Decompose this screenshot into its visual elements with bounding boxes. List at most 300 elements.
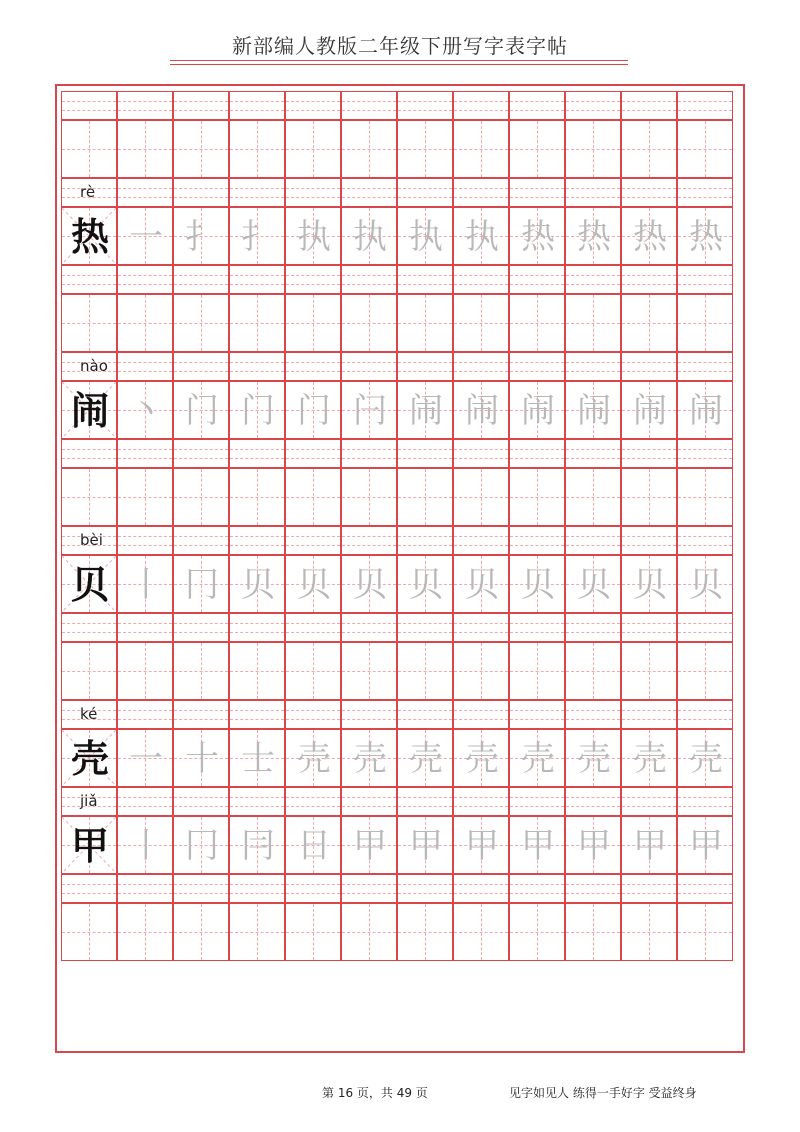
pinyin-cell: [341, 91, 397, 120]
pinyin-cell: [173, 874, 229, 903]
pinyin-cell: [173, 439, 229, 468]
stroke-order-step: 壳: [353, 739, 387, 779]
model-character: 热: [70, 215, 109, 259]
writing-cell: [341, 555, 397, 613]
writing-cell: [117, 903, 173, 961]
writing-cell: [621, 729, 677, 787]
stroke-order-step: 壳: [521, 739, 555, 779]
pinyin-cell: [397, 613, 453, 642]
pinyin-cell: [117, 265, 173, 294]
writing-cell: [677, 381, 733, 439]
pinyin-cell: [61, 874, 117, 903]
stroke-order-step: 门: [185, 391, 219, 431]
writing-cell: [117, 468, 173, 526]
writing-cell: [61, 468, 117, 526]
writing-cell: [509, 468, 565, 526]
pinyin-cell: [397, 91, 453, 120]
character-row: [61, 120, 738, 178]
pinyin-cell: [565, 874, 621, 903]
pinyin-cell: [285, 439, 341, 468]
writing-cell: [677, 120, 733, 178]
pinyin-cell: [621, 787, 677, 816]
pinyin-cell: [677, 700, 733, 729]
writing-cell: [453, 903, 509, 961]
pinyin-cell: [453, 700, 509, 729]
pinyin-cell: [341, 874, 397, 903]
writing-cell: [677, 207, 733, 265]
writing-cell: [341, 294, 397, 352]
pinyin-cell: [117, 178, 173, 207]
pinyin-cell: [341, 526, 397, 555]
pinyin-cell: [173, 178, 229, 207]
writing-cell: [229, 816, 285, 874]
writing-cell: [229, 642, 285, 700]
writing-cell: [565, 120, 621, 178]
stroke-order-step: 执: [353, 217, 387, 257]
writing-cell: [117, 555, 173, 613]
writing-cell: [61, 120, 117, 178]
stroke-order-step: 丨: [129, 826, 163, 866]
writing-cell: [453, 381, 509, 439]
pinyin-row: [61, 178, 738, 207]
pinyin-cell: [565, 787, 621, 816]
writing-cell: [173, 120, 229, 178]
model-character: 甲: [70, 824, 109, 868]
pinyin-cell: [117, 352, 173, 381]
pinyin-cell: [509, 178, 565, 207]
writing-cell: [453, 468, 509, 526]
pinyin-row: [61, 613, 738, 642]
pinyin-cell: [285, 265, 341, 294]
stroke-order-step: 壳: [465, 739, 499, 779]
pinyin-cell: [117, 700, 173, 729]
character-row: [61, 468, 738, 526]
stroke-order-step: 门: [241, 391, 275, 431]
pinyin-cell: [397, 526, 453, 555]
pinyin-cell: [61, 439, 117, 468]
pinyin-cell: [453, 265, 509, 294]
pinyin-cell: [229, 439, 285, 468]
pinyin-cell: [397, 265, 453, 294]
pinyin-cell: [565, 700, 621, 729]
stroke-order-step: 门: [297, 391, 331, 431]
stroke-order-step: 贝: [633, 565, 667, 605]
stroke-order-step: 一: [129, 217, 163, 257]
pinyin-cell: [341, 787, 397, 816]
model-character: 贝: [70, 563, 109, 607]
writing-cell: [173, 294, 229, 352]
writing-cell: [565, 642, 621, 700]
writing-cell: [621, 120, 677, 178]
pinyin-cell: [117, 787, 173, 816]
writing-cell: [397, 207, 453, 265]
writing-cell: [677, 729, 733, 787]
writing-cell: [341, 381, 397, 439]
writing-cell: [229, 381, 285, 439]
pinyin-cell: [285, 700, 341, 729]
pinyin-cell: [397, 874, 453, 903]
pinyin-cell: [117, 526, 173, 555]
stroke-order-step: 丨: [129, 565, 163, 605]
writing-cell: [117, 729, 173, 787]
pinyin-cell: [621, 91, 677, 120]
pinyin-cell: [285, 787, 341, 816]
pinyin-cell: [677, 91, 733, 120]
writing-cell: [677, 294, 733, 352]
stroke-order-step: 执: [409, 217, 443, 257]
writing-cell: [509, 816, 565, 874]
pinyin-cell: [509, 700, 565, 729]
pinyin-cell: [61, 700, 117, 729]
stroke-order-step: 一: [129, 739, 163, 779]
pinyin-cell: [229, 526, 285, 555]
writing-cell: [61, 729, 117, 787]
stroke-order-step: 闹: [577, 391, 611, 431]
writing-cell: [621, 555, 677, 613]
writing-cell: [61, 381, 117, 439]
pinyin-cell: [509, 526, 565, 555]
writing-cell: [285, 294, 341, 352]
stroke-order-step: 士: [241, 739, 275, 779]
writing-cell: [285, 468, 341, 526]
writing-cell: [453, 207, 509, 265]
pinyin-row: [61, 787, 738, 816]
writing-cell: [117, 294, 173, 352]
writing-cell: [565, 729, 621, 787]
pinyin-cell: [453, 352, 509, 381]
pinyin-cell: [621, 178, 677, 207]
pinyin-cell: [229, 178, 285, 207]
stroke-order-step: 冂: [185, 826, 219, 866]
page-title: 新部编人教版二年级下册写字表字帖: [232, 34, 568, 58]
stroke-order-step: 壳: [409, 739, 443, 779]
pinyin-cell: [397, 178, 453, 207]
writing-cell: [173, 729, 229, 787]
pinyin-cell: [565, 526, 621, 555]
stroke-order-step: 甲: [577, 826, 611, 866]
stroke-order-step: 热: [521, 217, 555, 257]
pinyin-cell: [621, 265, 677, 294]
model-character: 壳: [70, 737, 109, 781]
writing-cell: [453, 555, 509, 613]
writing-cell: [565, 555, 621, 613]
writing-cell: [397, 642, 453, 700]
pinyin-label: jiǎ: [80, 792, 98, 810]
pinyin-cell: [509, 352, 565, 381]
writing-cell: [229, 729, 285, 787]
stroke-order-step: 执: [465, 217, 499, 257]
pinyin-cell: [677, 439, 733, 468]
stroke-order-step: 闹: [465, 391, 499, 431]
stroke-order-step: 贝: [241, 565, 275, 605]
stroke-order-step: 闹: [633, 391, 667, 431]
model-character: 闹: [70, 389, 109, 433]
character-row: [61, 555, 738, 613]
stroke-order-step: 甲: [353, 826, 387, 866]
pinyin-cell: [677, 874, 733, 903]
pinyin-cell: [509, 613, 565, 642]
writing-cell: [565, 381, 621, 439]
stroke-order-step: 甲: [465, 826, 499, 866]
pinyin-cell: [117, 874, 173, 903]
pinyin-row: [61, 265, 738, 294]
pinyin-cell: [61, 265, 117, 294]
stroke-order-step: 甲: [521, 826, 555, 866]
stroke-order-step: 丶: [129, 391, 163, 431]
character-row: [61, 294, 738, 352]
writing-cell: [61, 207, 117, 265]
pinyin-cell: [453, 787, 509, 816]
pinyin-cell: [397, 700, 453, 729]
writing-cell: [117, 120, 173, 178]
pinyin-cell: [509, 265, 565, 294]
practice-grid: [61, 91, 738, 1046]
pinyin-label: ké: [80, 705, 98, 723]
pinyin-cell: [677, 787, 733, 816]
writing-cell: [509, 642, 565, 700]
stroke-order-step: 壳: [689, 739, 723, 779]
pinyin-cell: [453, 874, 509, 903]
pinyin-cell: [117, 613, 173, 642]
stroke-order-step: 热: [577, 217, 611, 257]
writing-cell: [285, 207, 341, 265]
writing-cell: [341, 642, 397, 700]
writing-cell: [621, 816, 677, 874]
writing-cell: [117, 207, 173, 265]
pinyin-row: [61, 352, 738, 381]
character-row: [61, 816, 738, 874]
pinyin-cell: [229, 787, 285, 816]
character-row: [61, 381, 738, 439]
writing-cell: [285, 729, 341, 787]
writing-cell: [61, 903, 117, 961]
pinyin-cell: [61, 787, 117, 816]
writing-cell: [285, 555, 341, 613]
pinyin-cell: [621, 352, 677, 381]
writing-cell: [173, 816, 229, 874]
character-row: [61, 903, 738, 961]
pinyin-cell: [61, 613, 117, 642]
pinyin-cell: [341, 439, 397, 468]
writing-cell: [397, 294, 453, 352]
writing-cell: [509, 120, 565, 178]
writing-cell: [285, 903, 341, 961]
writing-cell: [397, 729, 453, 787]
stroke-order-step: 甲: [689, 826, 723, 866]
writing-cell: [509, 555, 565, 613]
writing-cell: [61, 816, 117, 874]
stroke-order-step: 扌: [241, 217, 275, 257]
pinyin-cell: [341, 265, 397, 294]
writing-cell: [61, 555, 117, 613]
writing-cell: [677, 468, 733, 526]
writing-cell: [341, 207, 397, 265]
writing-cell: [229, 120, 285, 178]
stroke-order-step: 十: [185, 739, 219, 779]
pinyin-cell: [397, 352, 453, 381]
pinyin-cell: [565, 352, 621, 381]
pinyin-cell: [173, 526, 229, 555]
pinyin-label: rè: [80, 183, 96, 201]
pinyin-cell: [285, 91, 341, 120]
stroke-order-step: 热: [633, 217, 667, 257]
pinyin-cell: [117, 91, 173, 120]
writing-cell: [677, 903, 733, 961]
pinyin-row: [61, 439, 738, 468]
pinyin-cell: [173, 352, 229, 381]
writing-cell: [173, 207, 229, 265]
stroke-order-step: 冂: [185, 565, 219, 605]
stroke-order-step: 壳: [297, 739, 331, 779]
pinyin-cell: [341, 178, 397, 207]
pinyin-cell: [173, 787, 229, 816]
writing-cell: [397, 903, 453, 961]
pinyin-cell: [229, 874, 285, 903]
writing-cell: [397, 381, 453, 439]
pinyin-cell: [509, 91, 565, 120]
stroke-order-step: 贝: [465, 565, 499, 605]
stroke-order-step: 闹: [689, 391, 723, 431]
pinyin-cell: [565, 178, 621, 207]
writing-cell: [341, 903, 397, 961]
writing-cell: [397, 555, 453, 613]
writing-cell: [397, 816, 453, 874]
pinyin-cell: [61, 352, 117, 381]
pinyin-cell: [173, 700, 229, 729]
writing-cell: [453, 120, 509, 178]
pinyin-cell: [565, 265, 621, 294]
writing-cell: [229, 468, 285, 526]
writing-cell: [565, 903, 621, 961]
pinyin-cell: [565, 439, 621, 468]
writing-cell: [341, 120, 397, 178]
pinyin-cell: [173, 91, 229, 120]
pinyin-cell: [229, 265, 285, 294]
writing-cell: [173, 468, 229, 526]
writing-cell: [341, 729, 397, 787]
writing-cell: [621, 207, 677, 265]
pinyin-cell: [453, 439, 509, 468]
pinyin-cell: [285, 178, 341, 207]
writing-cell: [285, 642, 341, 700]
stroke-order-step: 甲: [409, 826, 443, 866]
writing-cell: [677, 816, 733, 874]
writing-cell: [677, 555, 733, 613]
writing-cell: [509, 729, 565, 787]
stroke-order-step: 贝: [689, 565, 723, 605]
pinyin-cell: [173, 265, 229, 294]
writing-cell: [565, 468, 621, 526]
writing-cell: [173, 903, 229, 961]
writing-cell: [229, 555, 285, 613]
pinyin-cell: [621, 700, 677, 729]
pinyin-cell: [453, 526, 509, 555]
pinyin-cell: [509, 787, 565, 816]
pinyin-cell: [173, 613, 229, 642]
writing-cell: [565, 207, 621, 265]
page-number: 第 16 页，共 49 页: [322, 1086, 428, 1100]
stroke-order-step: 闹: [409, 391, 443, 431]
pinyin-cell: [397, 787, 453, 816]
pinyin-cell: [621, 439, 677, 468]
pinyin-row: [61, 91, 738, 120]
writing-cell: [341, 816, 397, 874]
writing-cell: [61, 294, 117, 352]
pinyin-cell: [285, 352, 341, 381]
pinyin-label: nào: [80, 357, 108, 375]
pinyin-cell: [453, 91, 509, 120]
writing-cell: [677, 642, 733, 700]
writing-cell: [61, 642, 117, 700]
pinyin-row: [61, 700, 738, 729]
pinyin-cell: [341, 613, 397, 642]
pinyin-cell: [341, 352, 397, 381]
pinyin-cell: [229, 613, 285, 642]
writing-cell: [453, 729, 509, 787]
stroke-order-step: 热: [689, 217, 723, 257]
stroke-order-step: 贝: [577, 565, 611, 605]
writing-cell: [285, 816, 341, 874]
pinyin-cell: [565, 91, 621, 120]
stroke-order-step: 扌: [185, 217, 219, 257]
writing-cell: [285, 381, 341, 439]
pinyin-cell: [621, 613, 677, 642]
pinyin-cell: [677, 613, 733, 642]
writing-cell: [173, 381, 229, 439]
stroke-order-step: 壳: [633, 739, 667, 779]
writing-cell: [453, 294, 509, 352]
pinyin-cell: [677, 178, 733, 207]
writing-cell: [117, 642, 173, 700]
pinyin-cell: [453, 178, 509, 207]
title-rule-bottom: [170, 64, 628, 65]
pinyin-cell: [117, 439, 173, 468]
pinyin-cell: [61, 91, 117, 120]
writing-cell: [453, 642, 509, 700]
pinyin-cell: [621, 526, 677, 555]
character-row: [61, 642, 738, 700]
writing-cell: [229, 903, 285, 961]
writing-cell: [509, 207, 565, 265]
stroke-order-step: 壳: [577, 739, 611, 779]
pinyin-cell: [285, 613, 341, 642]
stroke-order-step: 贝: [353, 565, 387, 605]
writing-cell: [117, 381, 173, 439]
pinyin-cell: [61, 526, 117, 555]
stroke-order-step: 贝: [521, 565, 555, 605]
pinyin-cell: [229, 352, 285, 381]
writing-cell: [117, 816, 173, 874]
character-row: [61, 207, 738, 265]
writing-cell: [453, 816, 509, 874]
pinyin-cell: [453, 613, 509, 642]
footer-motto: 见字如见人 练得一手好字 受益终身: [509, 1086, 697, 1100]
stroke-order-step: 冃: [241, 826, 275, 866]
pinyin-row: [61, 526, 738, 555]
stroke-order-step: 日: [297, 826, 331, 866]
stroke-order-step: 执: [297, 217, 331, 257]
pinyin-row: [61, 874, 738, 903]
pinyin-cell: [229, 91, 285, 120]
writing-cell: [229, 294, 285, 352]
writing-cell: [621, 642, 677, 700]
stroke-order-step: 贝: [297, 565, 331, 605]
stroke-order-step: 闩: [353, 391, 387, 431]
writing-cell: [173, 642, 229, 700]
pinyin-cell: [229, 700, 285, 729]
writing-cell: [565, 816, 621, 874]
writing-cell: [173, 555, 229, 613]
